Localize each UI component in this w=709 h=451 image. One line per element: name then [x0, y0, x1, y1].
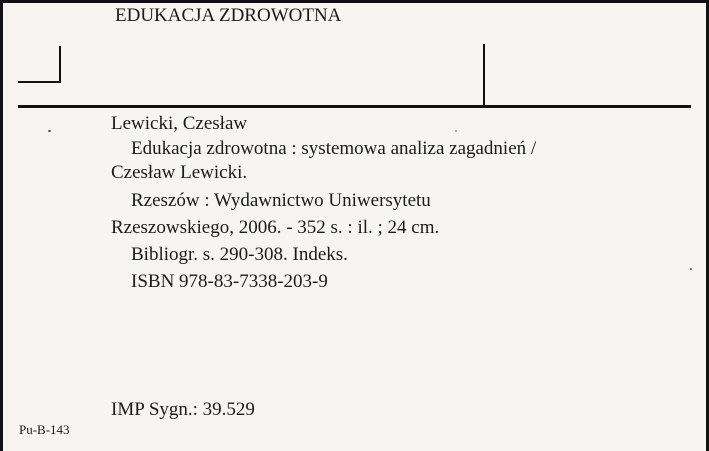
title-line-continued: Czesław Lewicki. — [111, 162, 248, 183]
author-line: Lewicki, Czesław — [111, 113, 248, 134]
scan-speck — [455, 130, 457, 132]
imprint-line-continued: Rzeszowskiego, 2006. - 352 s. : il. ; 24 cm. — [111, 217, 440, 238]
card-border-left — [0, 0, 3, 451]
title-line: Edukacja zdrowotna : systemowa analiza zagadnień / — [131, 138, 537, 159]
bracket-vertical — [59, 46, 61, 83]
scan-speck — [690, 268, 692, 270]
call-number: IMP Sygn.: 39.529 — [111, 399, 255, 420]
divider-vertical — [483, 44, 485, 106]
isbn-line: ISBN 978-83-7338-203-9 — [131, 271, 328, 292]
bibliography-note: Bibliogr. s. 290-308. Indeks. — [131, 244, 348, 265]
card-code: Pu-B-143 — [19, 422, 70, 437]
divider-horizontal — [18, 105, 691, 108]
bracket-horizontal — [18, 81, 61, 83]
subject-heading: EDUKACJA ZDROWOTNA — [115, 5, 342, 26]
card-border-top — [0, 0, 709, 3]
scan-speck — [48, 130, 51, 132]
imprint-line: Rzeszów : Wydawnictwo Uniwersytetu — [131, 190, 431, 211]
